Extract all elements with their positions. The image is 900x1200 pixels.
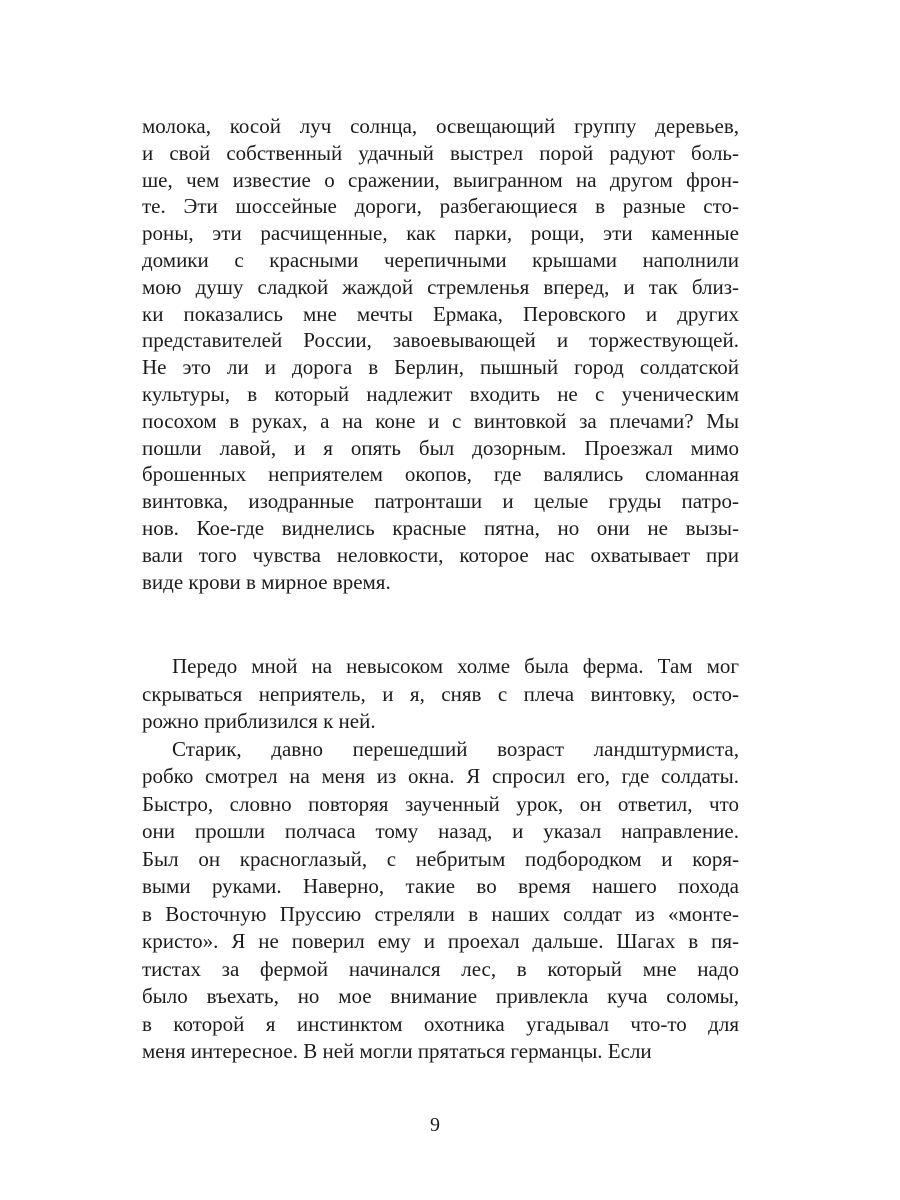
text-line: Старик, давно перешедший возраст ландштурмиста, [172,736,739,761]
text-line: в Восточную Пруссию стреляли в наших солдат из «монте- [142,901,739,926]
text-line: было въехать, но мое внимание привлекла куча соломы, [142,984,739,1008]
text-line: Не это ли и дорога в Берлин, пышный город солдатской [142,355,739,380]
text-line: меня интересное. В ней могли прятаться германцы. Если [142,1039,652,1063]
text-line: пошли лавой, и я опять был дозорным. Проезжал мимо [142,435,739,460]
text-line: домики с красными черепичными крышами наполнили [142,247,739,272]
page-number: 9 [430,1114,440,1136]
text-line: те. Эти шоссейные дороги, разбегающиеся в разные сто- [142,194,739,219]
text-line: молока, косой луч солнца, освещающий группу деревьев, [142,114,739,138]
text-block-new-section [142,653,739,1066]
text-line: представителей России, завоевывающей и торжествующей. [142,328,739,353]
text-line: кристо». Я не поверил ему и проехал дальше. Шагах в пя- [142,929,739,953]
text-line: Передо мной на невысоком холме была ферма. Там мог [172,654,739,678]
text-line: Был он красноглазый, с небритым подбородком и коря- [142,846,739,871]
text-line: тистах за фермой начинался лес, в который мне надо [142,956,739,981]
text-line: рожно приблизился к ней. [142,709,376,733]
text-line: в которой я инстинктом охотника угадывал что-то для [142,1011,739,1036]
text-line: скрываться неприятель, и я, сняв с плеча винтовку, осто- [142,681,739,706]
text-line: и свой собственный удачный выстрел порой радуют боль- [142,140,739,165]
text-block-continued [142,113,739,595]
text-line: виде крови в мирное время. [142,569,391,594]
text-line: вали того чувства неловкости, которое нас охватывает при [142,542,739,567]
text-line: выми руками. Наверно, такие во время нашего похода [142,874,739,898]
text-line: ки показались мне мечты Ермака, Перовского и других [142,301,739,326]
text-line: культуры, в который надлежит входить не с ученическим [142,381,739,406]
text-line: винтовка, изодранные патронташи и целые груды патро- [142,489,739,514]
text-line: они прошли полчаса тому назад, и указал направление. [142,819,739,843]
text-line: брошенных неприятелем окопов, где валялись сломанная [142,462,739,487]
text-line: нов. Кое-где виднелись красные пятна, но они не вызы- [142,515,739,540]
text-line: робко смотрел на меня из окна. Я спросил его, где солдаты. [142,764,739,788]
text-line: Быстро, словно повторяя заученный урок, он ответил, что [142,791,739,816]
text-line: роны, эти расчищенные, как парки, рощи, эти каменные [142,221,739,246]
text-line: ше, чем известие о сражении, выигранном на другом фрон- [142,167,739,192]
text-line: посохом в руках, а на коне и с винтовкой за плечами? Мы [142,408,739,433]
text-line: мою душу сладкой жаждой стремленья вперед, и так близ- [142,274,739,299]
